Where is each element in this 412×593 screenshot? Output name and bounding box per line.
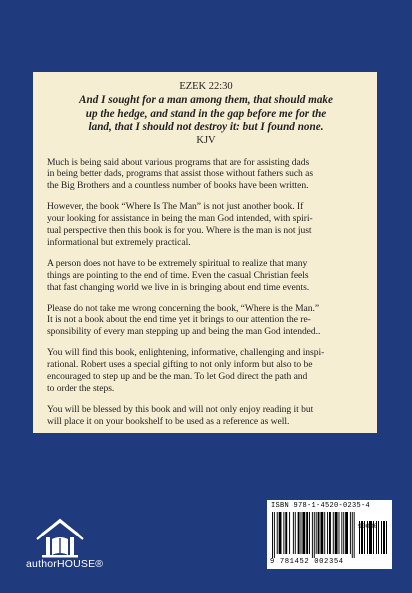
barcode-bar: [350, 512, 351, 554]
barcode-bar: [381, 521, 382, 554]
paragraph-line: Please do not take me wrong concerning the book, “Where is the Man.”: [47, 302, 320, 314]
ean-digits: 9 781452 002354: [270, 558, 344, 566]
barcode-bar: [324, 512, 325, 554]
barcode-bar: [364, 521, 365, 554]
barcode-bar: [367, 521, 368, 554]
barcode-bar: [359, 521, 360, 554]
barcode-bar: [306, 512, 308, 554]
barcode-bar: [301, 512, 302, 554]
paragraph-line: in being better dads, programs that assist those without fathers such as: [47, 168, 314, 180]
barcode-bar: [272, 512, 273, 558]
paragraph-line: A person does not have to be extremely spiritual to realize that many: [47, 257, 308, 269]
paragraph-line: rational. Robert uses a special gifting to not only inform but also to be: [47, 359, 313, 371]
barcode-bar: [309, 512, 310, 554]
barcode-bar: [274, 512, 275, 558]
barcode-bar: [283, 512, 284, 554]
barcode-bar: [383, 521, 385, 554]
barcode-bar: [329, 512, 331, 554]
paragraph-line: However, the book “Where Is The Man” is not just another book. If: [47, 201, 304, 213]
barcode-bar: [316, 512, 317, 554]
addon-barcode-graphic: [359, 521, 389, 558]
barcode-bar: [373, 521, 374, 554]
paragraph-line: You will be blessed by this book and will not only enjoy reading it but: [47, 403, 314, 415]
barcode-bar: [295, 512, 296, 554]
description-paragraph: [47, 347, 365, 395]
verse-line: And I sought for a man among them, that should make: [79, 94, 333, 106]
barcode-bar: [318, 512, 320, 554]
barcode-bar: [285, 512, 287, 554]
paragraph-line: to order the steps.: [47, 383, 115, 394]
paragraph-line: will place it on your bookshelf to be used as a reference as well.: [47, 415, 290, 427]
paragraph-line: tual perspective then this book is for you. Where is the man is not just: [47, 225, 312, 237]
barcode-bar: [369, 521, 372, 554]
paragraph-line: sponsibility of every man stepping up and being the man God intended..: [47, 326, 321, 338]
barcode-bar: [298, 512, 300, 554]
scripture-verse: [47, 94, 365, 135]
description-paragraph: [47, 258, 365, 294]
verse-line: land, that I should not destroy it: but I found none.: [88, 121, 324, 133]
paragraph-line: encouraged to step up and be the man. To let God direct the path and: [47, 371, 308, 383]
barcode-bar: [345, 512, 348, 554]
publisher-name: authorHOUSE®: [26, 558, 104, 570]
barcode-bar: [314, 512, 315, 558]
barcode-bar: [378, 521, 379, 554]
barcode-bar: [312, 512, 313, 558]
barcode-bar: [343, 512, 344, 554]
paragraph-line: It is not a book about the end time yet it brings to our attention the re-: [47, 314, 311, 326]
paragraph-line: your looking for assistance in being the man God intended, with spiri-: [47, 213, 313, 225]
isbn-barcode: [267, 500, 392, 569]
barcode-bar: [335, 512, 338, 554]
barcode-bar: [354, 512, 355, 558]
description-paragraph: [47, 303, 365, 339]
barcode-bar: [302, 512, 305, 554]
barcode-bar: [289, 512, 290, 554]
barcode-bar: [277, 512, 278, 554]
paragraph-line: things are pointing to the end of time. Even the casual Christian feels: [47, 269, 309, 281]
back-cover-text-panel: [33, 72, 377, 433]
barcode-bar: [320, 512, 323, 554]
paragraph-line: the Big Brothers and a countless number of books have been written.: [47, 180, 309, 192]
scripture-reference: EZEK 22:30: [179, 81, 233, 92]
isbn-label: ISBN 978-1-4520-0235-4: [271, 502, 371, 510]
barcode-bar: [361, 521, 363, 554]
barcode-bar: [376, 521, 377, 554]
barcode-bar: [341, 512, 342, 554]
barcode-bar: [293, 512, 294, 554]
barcode-bar: [386, 521, 387, 554]
barcode-bar: [339, 512, 340, 554]
bible-version: KJV: [196, 134, 216, 146]
verse-line: up the hedge, and stand in the gap before me for the: [85, 107, 327, 120]
paragraph-line: You will find this book, enlightening, informative, challenging and inspi-: [47, 347, 325, 359]
ean-barcode-graphic: [272, 512, 356, 558]
paragraph-line: informational but extremely practical.: [47, 236, 191, 248]
barcode-bar: [327, 512, 328, 554]
description-paragraph: [47, 404, 365, 428]
paragraph-line: Much is being said about various programs that are for assisting dads: [47, 156, 310, 168]
barcode-bar: [333, 512, 334, 554]
description-paragraph: [47, 157, 365, 193]
barcode-bar: [352, 512, 353, 558]
description-paragraph: [47, 201, 365, 249]
paragraph-line: that fast changing world we live in is bringing about end time events.: [47, 281, 310, 293]
barcode-bar: [279, 512, 282, 554]
